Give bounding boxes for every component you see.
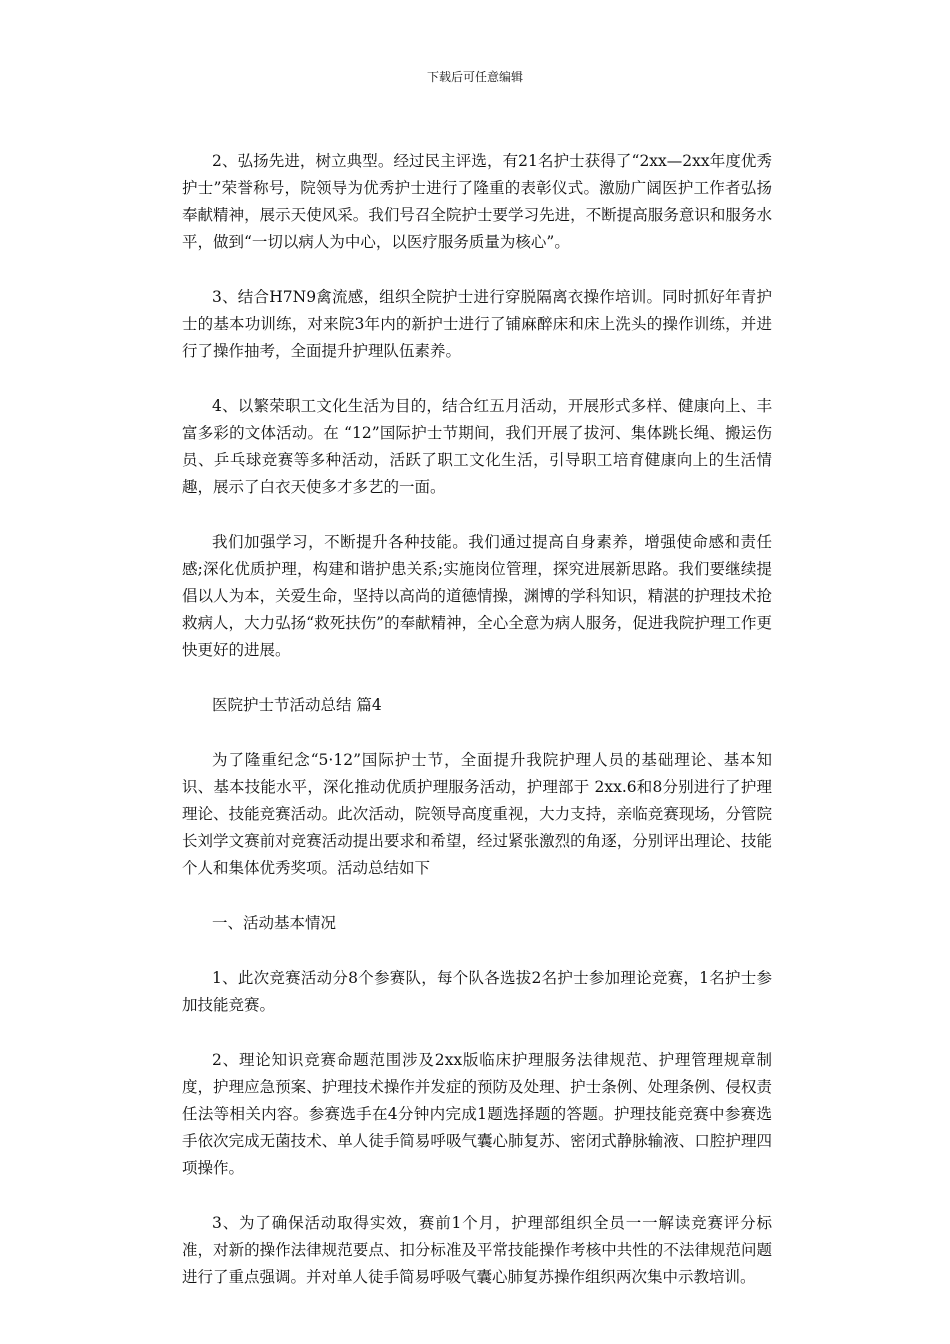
document-body: [182, 148, 772, 1319]
paragraph-teams: 1、此次竞赛活动分8个参赛队，每个队各选拔2名护士参加理论竞赛，1名护士参加技能竞赛。: [182, 969, 772, 1014]
paragraph-preparation: 3、为了确保活动取得实效，赛前1个月，护理部组织全员一一解读竞赛评分标准，对新的操作法律规范要点、扣分标准及平常技能操作考核中共性的不法律规范问题进行了重点强调。并对单人徒手简易呼吸气囊心肺复苏操作组织两次集中示教培训。: [182, 1214, 772, 1286]
page-header: 下载后可任意编辑: [426, 70, 523, 84]
paragraph-theory-scope: 2、理论知识竞赛命题范围涉及2xx版临床护理服务法律规范、护理管理规章制度，护理应急预案、护理技术操作并发症的预防及处理、护士条例、处理条例、侵权责任法等相关内容。参赛选手在4分钟内完成1题选择题的答题。护理技能竞赛中参赛选手依次完成无菌技术、单人徒手简易呼吸气囊心肺复苏、密闭式静脉输液、口腔护理四项操作。: [182, 1051, 772, 1177]
paragraph-cultural-activities: 4、以繁荣职工文化生活为目的，结合红五月活动，开展形式多样、健康向上、丰富多彩的文体活动。在 “12”国际护士节期间，我们开展了拔河、集体跳长绳、搬运伤员、乒乓球竞赛等多种活动，活跃了职工文化生活，引导职工培育健康向上的生活情趣，展示了白衣天使多才多艺的一面。: [182, 397, 772, 496]
paragraph-skills-learning: 我们加强学习，不断提升各种技能。我们通过提高自身素养，增强使命感和责任感;深化优质护理，构建和谐护患关系;实施岗位管理，探究进展新思路。我们要继续提倡以人为本，关爱生命，坚持以高尚的道德情操，渊博的学科知识，精湛的护理技术抢救病人，大力弘扬“救死扶伤”的奉献精神，全心全意为病人服务，促进我院护理工作更快更好的进展。: [182, 533, 772, 659]
section-heading-part-4: 医院护士节活动总结 篇4: [212, 696, 382, 714]
paragraph-advanced-models: 2、弘扬先进，树立典型。经过民主评选，有21名护士获得了“2xx—2xx年度优秀护士”荣誉称号，院领导为优秀护士进行了隆重的表彰仪式。激励广阔医护工作者弘扬奉献精神，展示天使风采。我们号召全院护士要学习先进，不断提高服务意识和服务水平，做到“一切以病人为中心，以医疗服务质量为核心”。: [182, 152, 772, 251]
subheading-basic-situation: 一、活动基本情况: [212, 914, 337, 932]
paragraph-competition-intro: 为了隆重纪念“5·12”国际护士节，全面提升我院护理人员的基础理论、基本知识、基本技能水平，深化推动优质护理服务活动，护理部于 2xx.6和8分别进行了护理理论、技能竞赛活动。此次活动，院领导高度重视，大力支持，亲临竞赛现场，分管院长刘学文赛前对竞赛活动提出要求和希望，经过紧张激烈的角逐，分别评出理论、技能个人和集体优秀奖项。活动总结如下: [182, 751, 772, 877]
paragraph-isolation-training: 3、结合H7N9禽流感，组织全院护士进行穿脱隔离衣操作培训。同时抓好年青护士的基本功训练，对来院3年内的新护士进行了铺麻醉床和床上洗头的操作训练，并进行了操作抽考，全面提升护理队伍素养。: [182, 288, 772, 360]
